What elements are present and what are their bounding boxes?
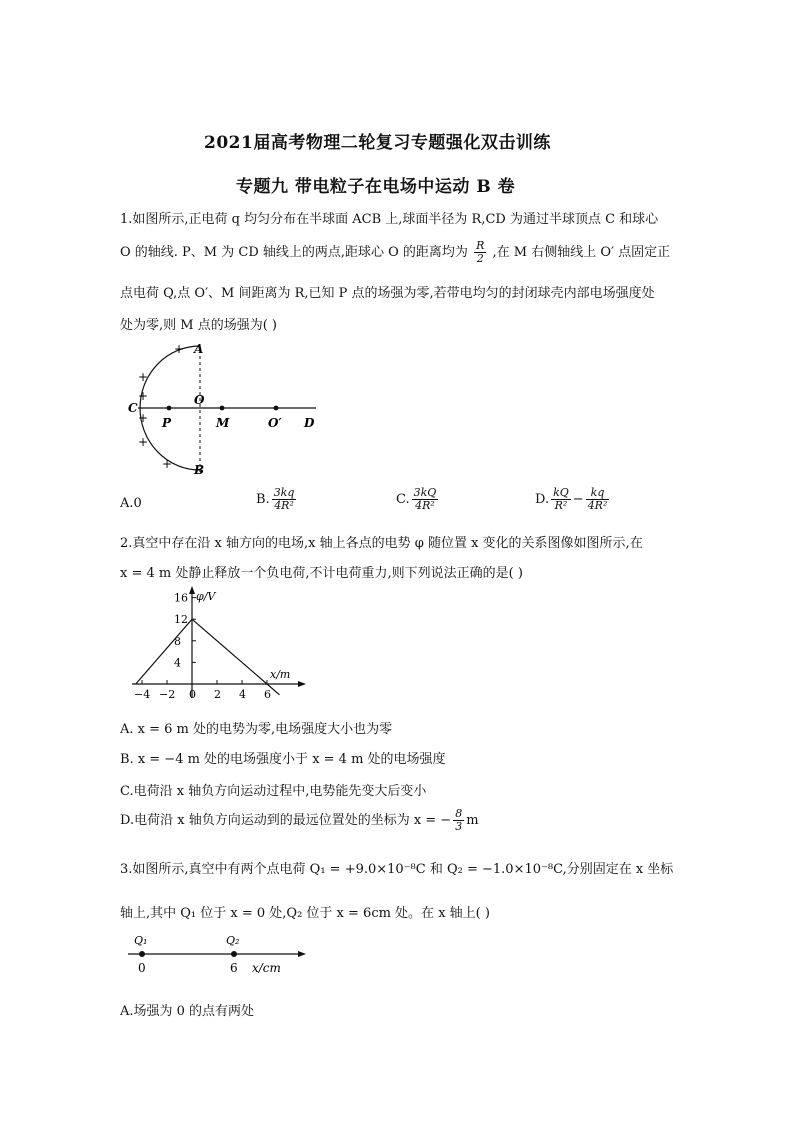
q2-line-1: 2.真空中存在沿 x 轴方向的电场,x 轴上各点的电势 φ 随位置 x 变化的关系图像如图所示,在 (120, 536, 643, 551)
point-p (167, 406, 172, 411)
q1-frac-num: R (476, 239, 485, 252)
q2-option-a: A. x = 6 m 处的电势为零,电场强度大小也为零 (120, 722, 393, 737)
q1-line-1: 1.如图所示,正电荷 q 均匀分布在半球面 ACB 上,球面半径为 R,CD 为通过半球顶点 C 和球心 (120, 212, 659, 227)
x-tick-label: 6 (264, 688, 271, 701)
axis-unit-label: x/cm (252, 961, 281, 975)
x-tick-label: 2 (214, 688, 221, 701)
q1-option-c (396, 487, 440, 512)
label-o: O (194, 393, 205, 407)
plus-sign: + (138, 370, 149, 384)
label-o-prime: O′ (268, 416, 282, 430)
option-d-minus: − (572, 492, 584, 507)
q1-line-3: 点电荷 Q,点 O′、M 间距离为 R,已知 P 点的场强为零,若带电均匀的封闭球壳内部电场强度处 (120, 286, 655, 301)
charge-q1 (139, 951, 145, 957)
point-m (220, 406, 225, 411)
q2-option-b: B. x = −4 m 处的电场强度小于 x = 4 m 处的电场强度 (120, 752, 446, 767)
q1-line-4: 处为零,则 M 点的场强为( ) (120, 318, 277, 333)
q1-option-b (256, 487, 298, 512)
option-d-text: D.电荷沿 x 轴负方向运动到的最远位置处的坐标为 x = − (120, 813, 452, 828)
x-axis-label: x/m (270, 668, 291, 681)
y-tick-label: 12 (174, 613, 188, 627)
label-p: P (162, 416, 172, 430)
document-subtitle: 专题九 带电粒子在电场中运动 B 卷 (236, 177, 516, 197)
option-b-prefix: B. (256, 492, 270, 507)
label-a: A (194, 342, 204, 356)
tick-0: 0 (138, 961, 146, 975)
option-b-den: 4R² (274, 499, 294, 512)
plus-sign: + (138, 389, 149, 403)
y-axis-arrow (189, 586, 195, 594)
q3-axis-figure (120, 930, 320, 980)
label-c: C (128, 401, 138, 415)
document-title: 2021届高考物理二轮复习专题强化双击训练 (204, 133, 551, 153)
q2-option-d (120, 808, 479, 833)
q1-line-2b: ,在 M 右侧轴线上 O′ 点固定正 (492, 245, 671, 260)
q2-option-c: C.电荷沿 x 轴负方向运动过程中,电势能先变大后变小 (120, 784, 427, 799)
label-q2: Q₂ (226, 934, 240, 947)
x-axis-arrow (298, 681, 306, 687)
q2-line-2: x = 4 m 处静止释放一个负电荷,不计电荷重力,则下列说法正确的是( ) (120, 566, 523, 581)
x-axis-arrow (298, 951, 306, 957)
option-c-prefix: C. (396, 492, 410, 507)
x-tick-label: 4 (239, 688, 246, 701)
plus-sign: + (138, 435, 149, 449)
option-b-num: 3kq (273, 486, 295, 499)
point-o-prime (274, 406, 279, 411)
y-axis-label: φ/V (196, 590, 216, 603)
tick-6: 6 (230, 961, 238, 975)
option-d-num: 8 (455, 807, 463, 820)
q3-line-2: 轴上,其中 Q₁ 位于 x = 0 处,Q₂ 位于 x = 6cm 处。在 x 轴上( ) (120, 906, 490, 921)
option-c-den: 4R² (415, 499, 435, 512)
q1-option-a: A.0 (120, 496, 142, 511)
label-b: B (194, 463, 205, 477)
plus-sign: + (174, 342, 185, 356)
y-tick-label: 4 (174, 656, 181, 670)
option-d-num2: kq (586, 487, 610, 500)
y-tick-label: 8 (174, 634, 181, 648)
option-d-unit: m (466, 813, 479, 828)
q1-line-2a: O 的轴线. P、M 为 CD 轴线上的两点,距球心 O 的距离均为 (120, 245, 468, 260)
q1-fraction (474, 240, 486, 265)
option-d-den2: 4R² (587, 499, 608, 512)
option-d-den: 3 (455, 820, 463, 833)
option-c-num: 3kQ (413, 486, 437, 499)
q2-potential-chart (120, 584, 310, 706)
plus-sign: + (138, 411, 149, 425)
option-d-prefix: D. (535, 492, 550, 507)
x-tick-label: −2 (159, 688, 176, 701)
q1-line-2 (120, 240, 670, 265)
x-tick-label: 0 (189, 688, 196, 701)
option-d-num1: kQ (553, 486, 569, 499)
label-q1: Q₁ (134, 934, 148, 947)
label-d: D (304, 416, 315, 430)
q1-frac-den: 2 (476, 252, 484, 265)
q1-hemisphere-figure (120, 336, 330, 481)
y-tick-label: 16 (174, 591, 188, 605)
label-m: M (216, 416, 230, 430)
charge-q2 (231, 951, 237, 957)
x-tick-label: −4 (134, 688, 151, 701)
option-d-den1: R² (554, 499, 568, 512)
q3-option-a: A.场强为 0 的点有两处 (120, 1004, 255, 1019)
q1-option-d (535, 487, 611, 512)
plus-sign: + (162, 457, 173, 471)
q3-line-1: 3.如图所示,真空中有两个点电荷 Q₁ = +9.0×10⁻⁸C 和 Q₂ = −1.0×10⁻⁸C,分别固定在 x 坐标 (120, 862, 674, 877)
